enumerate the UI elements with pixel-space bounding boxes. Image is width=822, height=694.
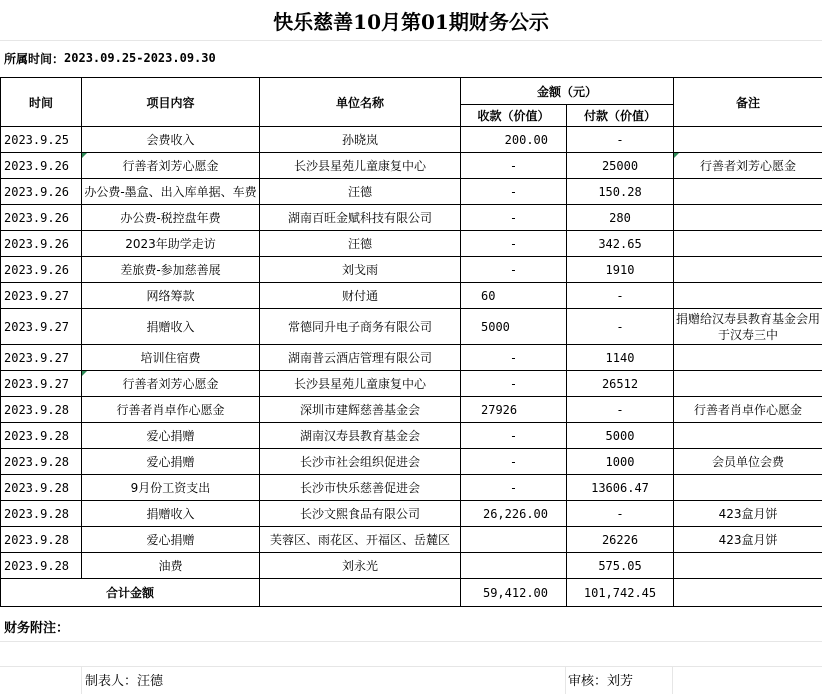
table-row (1, 309, 822, 345)
income-cell: 27926 (461, 397, 567, 423)
income-cell: - (461, 345, 567, 371)
table-row (1, 475, 822, 501)
item-cell: 行善者肖卓作心愿金 (82, 397, 260, 423)
unit-cell: 长沙市社会组织促进会 (260, 449, 461, 475)
item-cell: 爱心捐赠 (82, 423, 260, 449)
table-row (1, 283, 822, 309)
income-cell: 60 (461, 283, 567, 309)
table-row (1, 527, 822, 553)
payment-cell: 1910 (567, 257, 674, 283)
header-item: 项目内容 (82, 78, 260, 127)
payment-cell: 25000 (567, 153, 674, 179)
unit-cell: 湖南汉寿县教育基金会 (260, 423, 461, 449)
income-cell: - (461, 179, 567, 205)
note-cell: 行善者肖卓作心愿金 (674, 397, 822, 423)
payment-cell: - (567, 501, 674, 527)
header-payment: 付款（价值） (567, 105, 674, 127)
table-row (1, 553, 822, 579)
payment-cell: 1000 (567, 449, 674, 475)
blank-row (0, 642, 822, 667)
total-blank (260, 579, 461, 607)
payment-cell: - (567, 309, 674, 345)
header-income: 收款（价值） (461, 105, 567, 127)
table-row (1, 345, 822, 371)
item-cell: 爱心捐赠 (82, 527, 260, 553)
income-cell: - (461, 371, 567, 397)
date-cell: 2023.9.27 (1, 309, 82, 345)
date-cell: 2023.9.28 (1, 397, 82, 423)
item-cell: 行善者刘芳心愿金 (82, 153, 260, 179)
payment-cell: - (567, 397, 674, 423)
note-cell: 会员单位会费 (674, 449, 822, 475)
date-cell: 2023.9.28 (1, 449, 82, 475)
unit-cell: 常德同升电子商务有限公司 (260, 309, 461, 345)
finance-table (0, 77, 822, 607)
income-cell: - (461, 231, 567, 257)
note-cell (674, 179, 822, 205)
date-cell: 2023.9.28 (1, 501, 82, 527)
note-cell (674, 205, 822, 231)
income-cell: 26,226.00 (461, 501, 567, 527)
payment-cell: 575.05 (567, 553, 674, 579)
payment-cell: 26226 (567, 527, 674, 553)
table-row (1, 205, 822, 231)
grid-line (565, 666, 566, 694)
note-cell (674, 423, 822, 449)
header-money: 金额（元） (461, 78, 674, 105)
total-income: 59,412.00 (461, 579, 567, 607)
date-cell: 2023.9.26 (1, 257, 82, 283)
total-row (1, 579, 822, 607)
total-label: 合计金额 (1, 579, 260, 607)
note-cell: 行善者刘芳心愿金 (674, 153, 822, 179)
date-cell: 2023.9.28 (1, 553, 82, 579)
payment-cell: 1140 (567, 345, 674, 371)
item-cell: 2023年助学走访 (82, 231, 260, 257)
item-cell: 网络筹款 (82, 283, 260, 309)
item-cell: 行善者刘芳心愿金 (82, 371, 260, 397)
note-cell: 423盒月饼 (674, 527, 822, 553)
item-cell: 爱心捐赠 (82, 449, 260, 475)
item-cell: 办公费-税控盘年费 (82, 205, 260, 231)
item-cell: 油费 (82, 553, 260, 579)
unit-cell: 刘永光 (260, 553, 461, 579)
preparer: 制表人：汪德 (85, 674, 164, 689)
note-cell (674, 475, 822, 501)
note-cell (674, 257, 822, 283)
note-cell: 捐赠给汉寿县教育基金会用于汉寿三中 (674, 309, 822, 345)
income-cell: - (461, 423, 567, 449)
note-cell (674, 345, 822, 371)
payment-cell: 26512 (567, 371, 674, 397)
date-cell: 2023.9.26 (1, 205, 82, 231)
date-cell: 2023.9.26 (1, 179, 82, 205)
date-cell: 2023.9.25 (1, 127, 82, 153)
note-cell (674, 231, 822, 257)
date-cell: 2023.9.27 (1, 371, 82, 397)
item-cell: 捐赠收入 (82, 501, 260, 527)
unit-cell: 汪德 (260, 179, 461, 205)
item-cell: 办公费-墨盒、出入库单据、车费 (82, 179, 260, 205)
table-row (1, 501, 822, 527)
date-cell: 2023.9.28 (1, 527, 82, 553)
header-note: 备注 (674, 78, 822, 127)
item-cell: 差旅费-参加慈善展 (82, 257, 260, 283)
date-cell: 2023.9.27 (1, 283, 82, 309)
income-cell: 5000 (461, 309, 567, 345)
date-cell: 2023.9.28 (1, 423, 82, 449)
unit-cell: 孙晓岚 (260, 127, 461, 153)
unit-cell: 长沙县星苑儿童康复中心 (260, 371, 461, 397)
unit-cell: 刘戈雨 (260, 257, 461, 283)
note-cell (674, 553, 822, 579)
item-cell: 会费收入 (82, 127, 260, 153)
unit-cell: 深圳市建辉慈善基金会 (260, 397, 461, 423)
date-cell: 2023.9.26 (1, 153, 82, 179)
note-cell (674, 371, 822, 397)
unit-cell: 长沙市快乐慈善促进会 (260, 475, 461, 501)
unit-cell: 长沙文熙食品有限公司 (260, 501, 461, 527)
item-cell: 培训住宿费 (82, 345, 260, 371)
table-row (1, 127, 822, 153)
payment-cell: - (567, 283, 674, 309)
income-cell (461, 527, 567, 553)
period-line (0, 40, 822, 76)
income-cell: - (461, 449, 567, 475)
page-title: 快乐慈善10月第01期财务公示 (0, 0, 822, 41)
date-cell: 2023.9.28 (1, 475, 82, 501)
table-row (1, 257, 822, 283)
payment-cell: 280 (567, 205, 674, 231)
income-cell: - (461, 153, 567, 179)
note-cell (674, 283, 822, 309)
header-unit: 单位名称 (260, 78, 461, 127)
period-label: 所属时间： (4, 51, 65, 66)
table-row (1, 153, 822, 179)
table-row (1, 179, 822, 205)
total-payment: 101,742.45 (567, 579, 674, 607)
table-row (1, 423, 822, 449)
income-cell: 200.00 (461, 127, 567, 153)
table-row (1, 231, 822, 257)
grid-line (672, 666, 673, 694)
table-row (1, 397, 822, 423)
payment-cell: 342.65 (567, 231, 674, 257)
note-cell (674, 127, 822, 153)
note-cell: 423盒月饼 (674, 501, 822, 527)
grid-line (81, 666, 82, 694)
table-row (1, 371, 822, 397)
income-cell: - (461, 475, 567, 501)
item-cell: 捐赠收入 (82, 309, 260, 345)
payment-cell: 13606.47 (567, 475, 674, 501)
item-cell: 9月份工资支出 (82, 475, 260, 501)
unit-cell: 湖南百旺金赋科技有限公司 (260, 205, 461, 231)
period-value: 2023.09.25-2023.09.30 (64, 51, 216, 65)
reviewer: 审核：刘芳 (568, 674, 634, 689)
income-cell: - (461, 257, 567, 283)
header-time: 时间 (1, 78, 82, 127)
unit-cell: 长沙县星苑儿童康复中心 (260, 153, 461, 179)
payment-cell: 150.28 (567, 179, 674, 205)
payment-cell: 5000 (567, 423, 674, 449)
date-cell: 2023.9.27 (1, 345, 82, 371)
finance-note: 财务附注： (0, 612, 822, 642)
income-cell: - (461, 205, 567, 231)
payment-cell: - (567, 127, 674, 153)
unit-cell: 汪德 (260, 231, 461, 257)
date-cell: 2023.9.26 (1, 231, 82, 257)
unit-cell: 湖南普云酒店管理有限公司 (260, 345, 461, 371)
unit-cell: 芙蓉区、雨花区、开福区、岳麓区 (260, 527, 461, 553)
unit-cell: 财付通 (260, 283, 461, 309)
total-note (674, 579, 822, 607)
table-row (1, 449, 822, 475)
income-cell (461, 553, 567, 579)
